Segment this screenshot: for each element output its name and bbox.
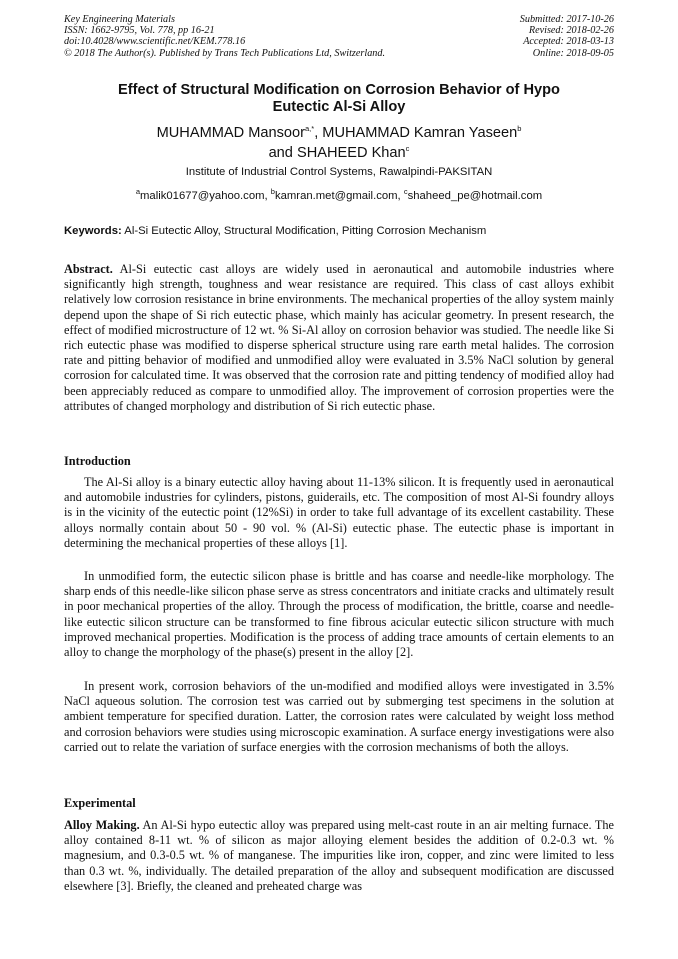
alloy-making-label: Alloy Making. [64,818,140,832]
author-3-mark: c [405,144,410,154]
alloy-making-text: An Al-Si hypo eutectic alloy was prepared using melt-cast route in an air melting furnace. The alloy contained 8-11 wt. % of silicon as major alloying element besides the addition of 0.2-0.3 wt. % magnesium, and 0.3-0.5 wt. % of manganese. The impurities like iron, copper, and zinc were limited to less than 0.3 wt. %, individually. The detailed preparation of the alloy and subsequent modification are discussed elsewhere [3]. Briefly, the cleaned and preheated charge was [64,818,614,893]
author-1: MUHAMMAD Mansoor [156,125,305,141]
revised-date: Revised: 2018-02-26 [528,25,614,37]
abstract-text: Al-Si eutectic cast alloys are widely used in aeronautical and automobile industries where significantly high strength, toughness and wear resistance are required. This class of cast alloys exhibit relatively low corrosion resistance in brine environments. The mechanical properties of the alloy system mainly depend upon the shape of Si rich eutectic phase, which mainly has acicular geometry. In present research, the effect of modified microstructure of 12 wt. % Si-Al alloy on corrosion behavior was studied. The needle like Si rich eutectic phase was modified to disperse spherical structure using rare earth metal halides. The corrosion rate and pitting behavior of modified and unmodified alloy were evaluated in 3.5% NaCl solution by general corrosion for calculated time. It was observed that the corrosion rate and pitting tendency of modified alloy had been appreciably reduced as compare to unmodified alloy. The improvement of corrosion properties were the attributes of changed morphology and distribution of Si rich eutectic phase. [64,262,614,413]
keywords-label: Keywords: [64,225,122,237]
keywords-text: Al-Si Eutectic Alloy, Structural Modification, Pitting Corrosion Mechanism [121,225,487,237]
accepted-date: Accepted: 2018-03-13 [523,36,614,48]
affiliation: Institute of Industrial Control Systems, Rawalpindi-PAKSITAN [185,166,493,178]
author-line-2 [64,143,614,163]
email-2[interactable]: kamran.met@gmail.com, [274,190,404,202]
author-3: and SHAHEED Khan [268,145,406,161]
title-line-2: Eutectic Al-Si Alloy [272,99,406,115]
email-2-mark: b [270,187,275,197]
email-3-mark: c [403,187,408,197]
email-1-mark: a [135,187,141,197]
paper-title [64,82,614,116]
author-2: MUHAMMAD Kamran Yaseen [322,125,518,141]
section-introduction: Introduction [64,454,131,468]
abstract-label: Abstract. [64,262,113,276]
issn-line: ISSN: 1662-9795, Vol. 778, pp 16-21 [64,25,215,37]
keywords [64,225,614,237]
submitted-date: Submitted: 2017-10-26 [519,14,614,25]
date-info [520,14,614,59]
author-1-mark: a,* [305,124,315,134]
email-3[interactable]: shaheed_pe@hotmail.com [407,190,543,202]
online-date: Online: 2018-09-05 [532,47,614,59]
copyright-line: © 2018 The Author(s). Published by Trans Tech Publications Ltd, Switzerland. [64,47,386,59]
intro-paragraph-3: In present work, corrosion behaviors of the un-modified and modified alloys were investigated in 3.5% NaCl aqueous solution. The corrosion test was carried out by submerging test specimens in the solution at ambient temperature for specified duration. Latter, the corrosion rates were calculated by weight loss method and corrosion behaviors were studies using microscopic examination. A surface energy investigations were also carried out to relate the variation of surface energies with the corrosion mechanisms of both the alloys. [64,679,614,754]
author-separator: , [314,125,323,141]
section-experimental: Experimental [64,796,136,810]
author-2-mark: b [517,124,522,134]
journal-name: Key Engineering Materials [64,14,175,25]
author-line-1 [64,123,614,143]
author-list [64,123,614,163]
doi-line[interactable]: doi:10.4028/www.scientific.net/KEM.778.16 [64,36,246,48]
intro-paragraph-1: The Al-Si alloy is a binary eutectic alloy having about 11-13% silicon. It is frequently used in aeronautical and automobile industries for cylinders, pistons, guiderails, etc. The composition of most Al-Si foundry alloys is in the vicinity of the eutectic point (12%Si) in order to take full advantage of its excellent castability. These alloys normally contain about 50 - 90 vol. % (Al-Si) eutectic phase. The eutectic phase is important in determining the mechanical properties of these alloys [1]. [64,475,614,550]
title-line-1: Effect of Structural Modification on Corrosion Behavior of Hypo [118,82,560,98]
author-emails [64,187,614,202]
abstract [64,262,614,414]
email-1[interactable]: malik01677@yahoo.com, [140,190,271,202]
alloy-making-paragraph [64,818,614,894]
intro-paragraph-2: In unmodified form, the eutectic silicon phase is brittle and has coarse and needle-like morphology. The sharp ends of this needle-like silicon phase serve as stress concentrators and initiate cracks and ultimately result in poor mechanical properties of the alloy. Through the process of modification, the brittle, coarse and needle-like eutectic silicon structure can be transformed to fine fibrous acicular eutectic silicon structure with much improved mechanical properties. Modification is the process of adding trace amounts of certain elements to an alloy to change the morphology of the phase(s) present in the alloy [2]. [64,569,614,660]
journal-info [64,14,385,59]
